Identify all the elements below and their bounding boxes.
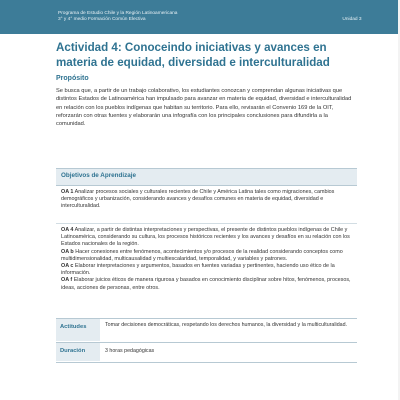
objective-oaf xyxy=(61,277,352,291)
objective-code: OA b xyxy=(61,248,74,255)
objective-code: OA f xyxy=(61,277,73,284)
header-band xyxy=(0,0,398,34)
objectives-header xyxy=(56,168,357,186)
objective-text: Elaborar juicios éticos de manera rigurosa y basados en conocimiento disciplinar sobre hitos, fenómenos, procesos, ideas, acciones de personas, entre otros. xyxy=(61,277,351,291)
unit-label: Unidad 3 xyxy=(342,17,362,22)
purpose-heading: Propósito xyxy=(56,75,89,82)
activity-title: Actividad 4: Conoceindo iniciativas y avances en materia de equidad, diversidad e interculturalidad xyxy=(56,41,330,69)
actitudes-value: Tomar decisiones democráticas, respetando los derechos humanos, la diversidad y la multiculturalidad. xyxy=(105,322,348,328)
program-header xyxy=(58,11,177,23)
program-level: 3° y 4° medio Formación Común Electiva xyxy=(58,17,146,22)
actitudes-row xyxy=(56,319,357,343)
activity-meta-table xyxy=(56,318,357,363)
objective-code: OA 4 xyxy=(61,227,74,233)
objective-code: OA c xyxy=(61,263,74,270)
duracion-label: Duración xyxy=(56,343,100,361)
objectives-table xyxy=(56,168,357,338)
duracion-value: 3 horas pedagógicas xyxy=(105,348,155,354)
objective-oa1 xyxy=(61,189,352,211)
program-title: Programa de Estudio Chile y la Región Latinoamericana xyxy=(58,11,178,16)
actitudes-label: Actitudes xyxy=(56,319,100,341)
objective-block-1 xyxy=(56,186,357,224)
objective-text: Hacer conexiones entre fenómenos, acontecimientos y/o procesos de la realidad considerando conceptos como multidimensionalidad, multicausalidad y multiescalaridad, temporalidad, y variables y patrones. xyxy=(61,248,343,262)
objective-oab xyxy=(61,249,352,263)
objective-oac xyxy=(61,263,352,277)
purpose-text: Se busca que, a partir de un trabajo colaborativo, los estudiantes conozcan y comprendan algunas iniciativas que distintos Estados de Latinoamérica han impulsado para avanzar en materia de equidad, diversidad e interculturalidad en relación con los pueblos indígenas que habitan su territorio. Para ello, revisarán el Convenio 169 de la OIT, reforzarán con otras fuentes y elaborarán una infografía con los principales conclusiones para difundirla a la comunidad. xyxy=(56,88,352,128)
duracion-row xyxy=(56,343,357,363)
objective-text: Analizar procesos sociales y culturales recientes de Chile y América Latina tales como migraciones, cambios demográficos y urbanización, considerando avances y desafíos comunes en materia de equidad, diversidad e interculturalidad. xyxy=(61,189,335,210)
objective-code: OA 1 xyxy=(61,189,74,195)
objective-text: Elaborar interpretaciones y argumentos, basados en fuentes variadas y pertinentes, haciendo uso ético de la información. xyxy=(61,263,335,277)
objective-text: Analizar, a partir de distintas interpretaciones y perspectivas, el presente de distintos pueblos indígenas de Chile y Latinoamérica, considerando su cultura, los procesos históricos recientes y los avances y desafíos en su relación con los Estados nacionales de la región. xyxy=(61,227,350,248)
objectives-heading: Objetivos de Aprendizaje xyxy=(61,172,136,179)
objective-oa4 xyxy=(61,227,352,249)
